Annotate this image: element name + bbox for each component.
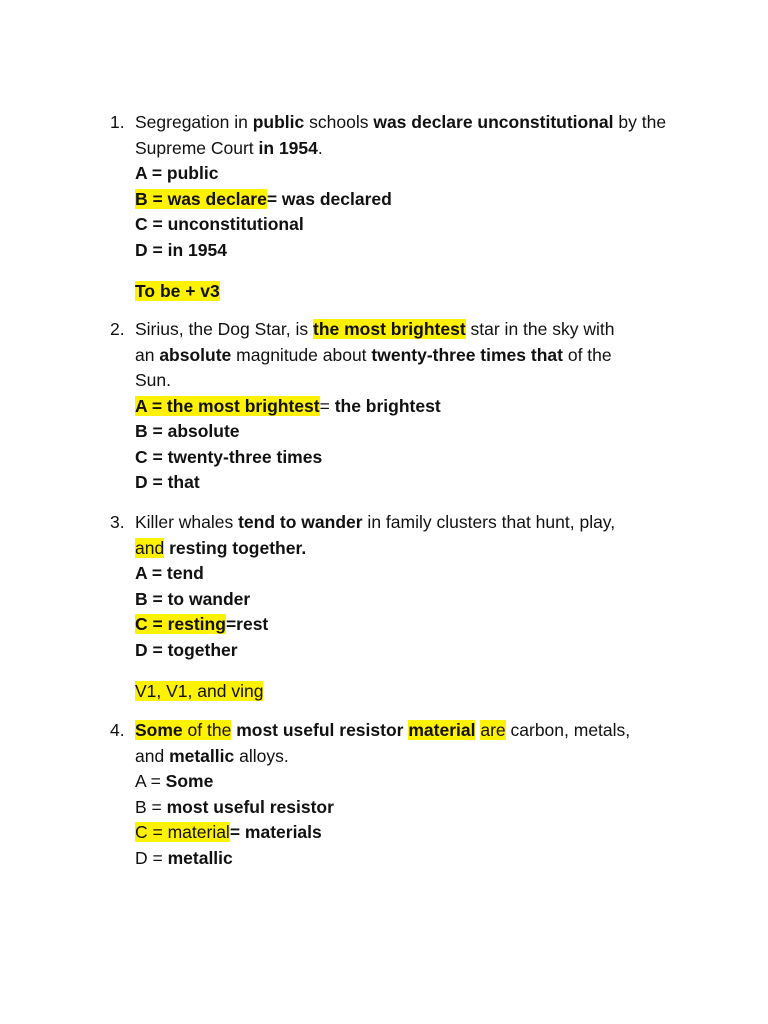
option-a bbox=[135, 394, 695, 420]
option-value: most useful resistor bbox=[166, 796, 334, 817]
underlined-part: metallic bbox=[169, 745, 235, 766]
option-a: A = public bbox=[135, 163, 219, 183]
text-run: schools bbox=[304, 112, 374, 132]
option-d bbox=[135, 846, 695, 872]
grammar-rule bbox=[135, 279, 695, 305]
correction: = was declared bbox=[266, 188, 392, 209]
option-label: A = bbox=[135, 771, 166, 791]
question-sentence-line bbox=[135, 536, 695, 562]
question-body bbox=[135, 510, 695, 705]
option-a bbox=[135, 769, 695, 795]
underlined-part: absolute bbox=[159, 344, 232, 365]
option-d: D = in 1954 bbox=[135, 239, 227, 260]
underlined-part: in 1954 bbox=[258, 137, 318, 158]
question-sentence-line bbox=[135, 136, 695, 162]
error-highlight: B = was declare bbox=[135, 188, 267, 209]
underlined-part: tend to wander bbox=[238, 512, 363, 532]
underlined-part: most useful resistor bbox=[236, 720, 404, 740]
text-run: an bbox=[135, 344, 160, 365]
question-sentence-line: Sun. bbox=[135, 370, 171, 390]
question-sentence-line bbox=[135, 343, 695, 369]
error-highlight: and bbox=[135, 537, 165, 558]
option-value: metallic bbox=[167, 847, 233, 868]
error-highlight: Some bbox=[135, 720, 183, 740]
text-run: star in the sky with bbox=[465, 319, 615, 339]
error-highlight: the most brightest bbox=[313, 319, 466, 339]
option-c: C = unconstitutional bbox=[135, 214, 304, 234]
text-run: of the bbox=[562, 344, 612, 365]
option-label: D = bbox=[135, 847, 168, 868]
option-c: C = twenty-three times bbox=[135, 446, 323, 467]
text-run: magnitude about bbox=[231, 344, 372, 365]
option-d: D = that bbox=[135, 472, 200, 492]
question-number: 2. bbox=[110, 319, 125, 339]
text-run: . bbox=[317, 137, 323, 158]
option-c bbox=[135, 612, 695, 638]
question-sentence-line bbox=[135, 510, 695, 536]
equals-sign: = bbox=[319, 395, 335, 416]
text-run: Supreme Court bbox=[135, 137, 259, 158]
rule-highlight: V1, V1, and ving bbox=[135, 681, 264, 701]
question-number: 1. bbox=[110, 112, 125, 132]
option-a: A = tend bbox=[135, 563, 204, 583]
question-sentence-line bbox=[135, 718, 695, 744]
option-b: B = to wander bbox=[135, 588, 251, 609]
question-sentence-line bbox=[135, 744, 695, 770]
correction: the brightest bbox=[334, 395, 441, 416]
highlight-run: of the bbox=[182, 720, 232, 740]
error-highlight: material bbox=[408, 720, 476, 740]
question-body bbox=[135, 110, 695, 305]
text-run: and bbox=[135, 745, 170, 766]
text-run: Sirius, the Dog Star, is bbox=[135, 319, 313, 339]
question-body bbox=[135, 317, 695, 496]
option-b: B = absolute bbox=[135, 421, 240, 441]
text-run: Killer whales bbox=[135, 512, 239, 532]
option-d: D = together bbox=[135, 639, 238, 660]
error-highlight: C = material bbox=[135, 822, 230, 842]
option-b bbox=[135, 795, 695, 821]
text-run: Segregation in bbox=[135, 112, 253, 132]
underlined-part: twenty-three times that bbox=[371, 344, 563, 365]
text-run: in family clusters that hunt, play, bbox=[362, 512, 616, 532]
option-b bbox=[135, 187, 695, 213]
error-highlight: C = resting bbox=[135, 614, 226, 634]
highlight-run: are bbox=[480, 720, 506, 740]
option-label: B = bbox=[135, 796, 167, 817]
option-c bbox=[135, 820, 695, 846]
grammar-rule bbox=[135, 679, 695, 705]
text-run: by the bbox=[613, 112, 667, 132]
underlined-part: resting together. bbox=[169, 537, 307, 558]
question-sentence-line bbox=[135, 110, 695, 136]
text-run: alloys. bbox=[234, 745, 289, 766]
correction: = materials bbox=[229, 822, 322, 842]
underlined-part: was declare unconstitutional bbox=[373, 112, 614, 132]
text-run: carbon, metals, bbox=[505, 720, 631, 740]
error-highlight: A = the most brightest bbox=[135, 395, 320, 416]
question-sentence-line bbox=[135, 317, 695, 343]
correction: =rest bbox=[225, 614, 269, 634]
option-value: Some bbox=[165, 771, 214, 791]
rule-highlight: To be + v3 bbox=[135, 281, 220, 301]
question-body bbox=[135, 718, 695, 871]
question-number: 4. bbox=[110, 720, 125, 740]
underlined-part: public bbox=[252, 112, 305, 132]
question-number: 3. bbox=[110, 512, 125, 532]
